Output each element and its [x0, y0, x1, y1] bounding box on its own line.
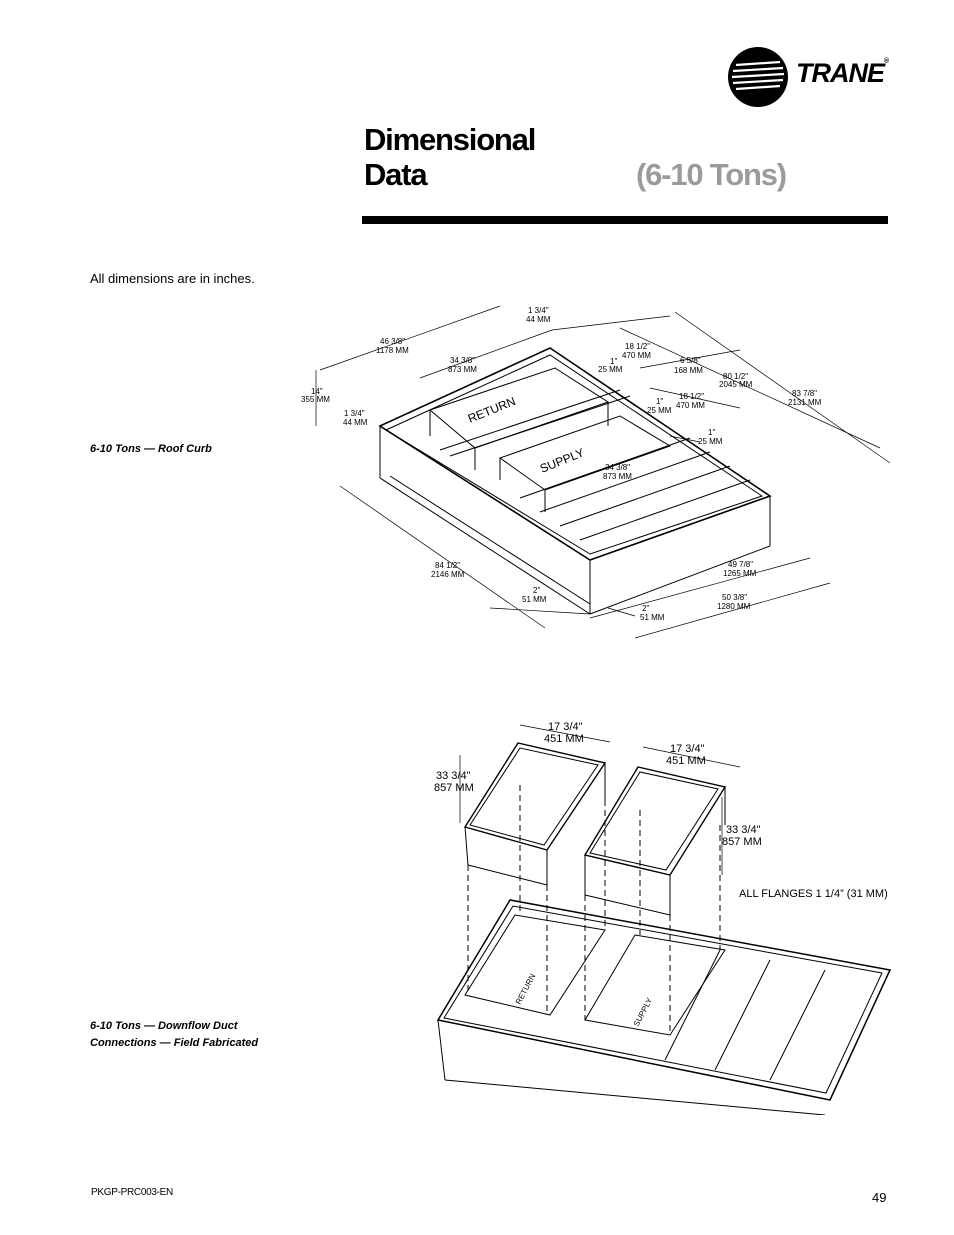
dim-9-in: 14" [311, 387, 323, 396]
dim-11-mm: 25 MM [647, 406, 672, 415]
dim-w2-in: 17 3/4" [670, 743, 705, 755]
dim-1-mm: 44 MM [526, 315, 551, 324]
dim-14-in: 34 3/8" [605, 463, 631, 472]
dim-6-mm: 168 MM [674, 366, 703, 375]
dim-7-in: 80 1/2" [723, 372, 749, 381]
dim-6-in: 6 5/8" [680, 356, 701, 365]
dim-13-in: 1" [708, 428, 716, 437]
dim-3-mm: 873 MM [448, 365, 477, 374]
dim-15-in: 84 1/2" [435, 561, 461, 570]
dim-4-in: 18 1/2" [625, 342, 651, 351]
supply-label: SUPPLY [537, 445, 587, 476]
figure2-caption-line-1: 6-10 Tons — Downflow Duct [90, 1020, 238, 1032]
trane-logo-icon [728, 47, 788, 107]
dim-10-in: 1 3/4" [344, 409, 365, 418]
dim-11-in: 1" [656, 397, 664, 406]
roof-curb-drawing [290, 298, 900, 650]
title-rule [362, 216, 888, 224]
brand-wordmark: TRANE® [796, 58, 889, 88]
dim-17-mm: 1265 MM [723, 569, 757, 578]
dim-2-in: 46 3/8" [380, 337, 406, 346]
dim-18-mm: 1280 MM [717, 602, 751, 611]
dim-10-mm: 44 MM [343, 418, 368, 427]
dim-5-in: 1" [610, 357, 618, 366]
dim-17-in: 49 7/8" [728, 560, 754, 569]
dim-h2-mm: 857 MM [722, 836, 762, 848]
dim-12-in: 18 1/2" [679, 392, 705, 401]
dim-w1-mm: 451 MM [544, 733, 584, 745]
page-number: 49 [872, 1190, 887, 1205]
page-subtitle: (6-10 Tons) [636, 157, 786, 192]
dim-9-mm: 355 MM [301, 395, 330, 404]
dim-14-mm: 873 MM [603, 472, 632, 481]
dim-5-mm: 25 MM [598, 365, 623, 374]
title-line-2: Data [364, 157, 427, 192]
figure2-caption [90, 1018, 258, 1052]
supply-opening-label: SUPPLY [631, 996, 655, 1028]
dim-3-in: 34 3/8" [450, 356, 476, 365]
dim-4-mm: 470 MM [622, 351, 651, 360]
document-id: PKGP-PRC003-EN [91, 1187, 173, 1198]
dim-12-mm: 470 MM [676, 401, 705, 410]
figure1-caption: 6-10 Tons — Roof Curb [90, 443, 212, 455]
dim-w1-in: 17 3/4" [548, 721, 583, 733]
title-line-1: Dimensional [364, 122, 536, 157]
dim-h1-mm: 857 MM [434, 782, 474, 794]
figure2-caption-line-2: Connections — Field Fabricated [90, 1037, 259, 1049]
dim-19-in: 2" [642, 604, 650, 613]
dim-13-mm: 25 MM [698, 437, 723, 446]
dim-18-in: 50 3/8" [722, 593, 748, 602]
dim-w2-mm: 451 MM [666, 755, 706, 767]
page-title [364, 122, 535, 192]
dim-16-in: 2" [533, 586, 541, 595]
flange-note: ALL FLANGES 1 1/4” (31 MM) [739, 888, 888, 900]
dim-1-in: 1 3/4" [528, 306, 549, 315]
dim-h1-in: 33 3/4" [436, 770, 471, 782]
dim-7-mm: 2045 MM [719, 380, 753, 389]
dim-8-in: 83 7/8" [792, 389, 818, 398]
duct-connections-drawing [420, 715, 900, 1115]
dim-h2-in: 33 3/4" [726, 824, 761, 836]
return-opening-label: RETURN [513, 972, 538, 1006]
dim-8-mm: 2131 MM [788, 398, 822, 407]
dim-19-mm: 51 MM [640, 613, 665, 622]
dim-16-mm: 51 MM [522, 595, 547, 604]
dim-15-mm: 2146 MM [431, 570, 465, 579]
return-label: RETURN [465, 394, 518, 426]
units-note: All dimensions are in inches. [90, 271, 255, 286]
dim-2-mm: 1178 MM [376, 346, 409, 355]
